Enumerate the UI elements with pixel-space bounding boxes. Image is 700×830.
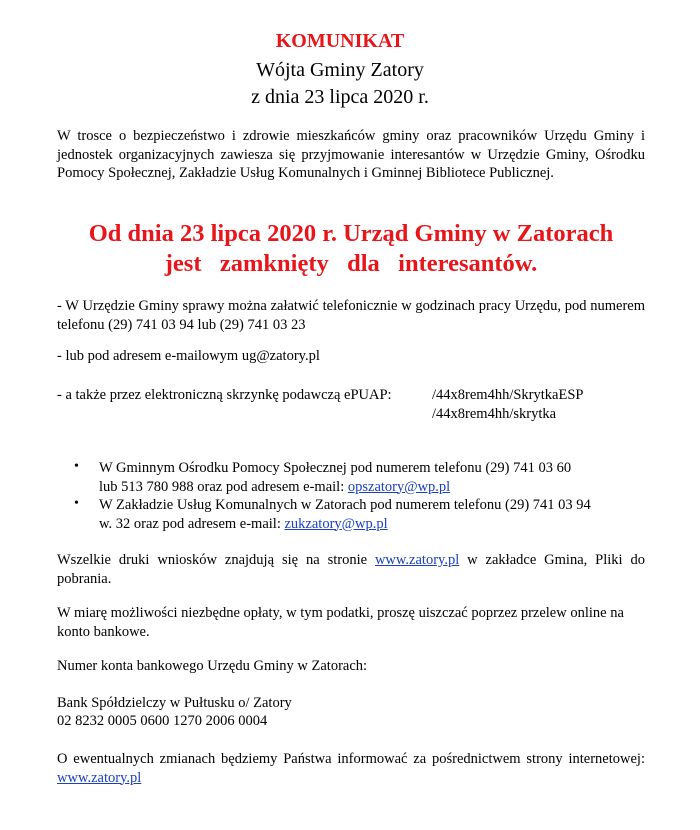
forms-prefix: Wszelkie druki wniosków znajdują się na stronie — [57, 552, 375, 568]
epuap-paragraph: - a także przez elektroniczną skrzynkę podawczą ePUAP: — [57, 387, 392, 403]
bullet-line — [99, 515, 649, 534]
bank-name: Bank Spółdzielczy w Pułtusku o/ Zatory — [57, 695, 292, 711]
intro-paragraph: W trosce o bezpieczeństwo i zdrowie mieszkańców gminy oraz pracowników Urzędu Gminy i jednostek organizacyjnych zawiesza się przyjmowanie interesantów w Urzędzie Gminy, Ośrodku Pomocy Społecznej, Zakładzie Usług Komunalnych i Gminnej Bibliotece Publicznej. — [57, 128, 645, 181]
forms-paragraph — [57, 551, 645, 588]
email-contact-paragraph: - lub pod adresem e-mailowym ug@zatory.pl — [57, 348, 320, 364]
headline-line-1: Od dnia 23 lipca 2020 r. Urząd Gminy w Zatorach — [88, 220, 614, 247]
bullet-icon: • — [74, 459, 79, 474]
website-link-footer[interactable]: www.zatory.pl — [57, 769, 142, 786]
epuap-box-1: /44x8rem4hh/SkrytkaESP — [432, 387, 584, 403]
headline-line-2: jest zamknięty dla interesantów. — [164, 250, 538, 277]
bullet-line — [99, 478, 649, 497]
bullet-icon: • — [74, 496, 79, 511]
announcement-issuer: Wójta Gminy Zatory — [256, 59, 424, 81]
bullet-line-prefix: lub 513 780 988 oraz pod adresem e-mail: — [99, 478, 348, 495]
email-link-gops[interactable]: opszatory@wp.pl — [347, 478, 451, 495]
footer-paragraph — [57, 750, 645, 787]
epuap-box-2: /44x8rem4hh/skrytka — [432, 406, 557, 422]
phone-contact-paragraph: - W Urzędzie Gminy sprawy można załatwić telefonicznie w godzinach pracy Urzędu, pod numerem telefonu (29) 741 03 94 lub (29) 741 03 23 — [57, 298, 645, 333]
bullet-item-zuk — [99, 496, 649, 533]
announcement-date: z dnia 23 lipca 2020 r. — [251, 86, 429, 108]
bullet-item-gops — [99, 459, 649, 496]
payments-paragraph: W miarę możliwości niezbędne opłaty, w tym podatki, proszę uiszczać poprzez przelew online na konto bankowe. — [57, 605, 624, 640]
bullet-line-prefix: w. 32 oraz pod adresem e-mail: — [99, 515, 285, 532]
footer-prefix: O ewentualnych zmianach będziemy Państwa informować za pośrednictwem strony internetowej: — [57, 751, 645, 767]
announcement-title: KOMUNIKAT — [275, 30, 405, 52]
email-link-zuk[interactable]: zukzatory@wp.pl — [284, 515, 388, 532]
bullet-line: W Zakładzie Usług Komunalnych w Zatorach pod numerem telefonu (29) 741 03 94 — [99, 497, 591, 513]
account-number: 02 8232 0005 0600 1270 2006 0004 — [57, 713, 268, 729]
bullet-line: W Gminnym Ośrodku Pomocy Społecznej pod numerem telefonu (29) 741 03 60 — [99, 460, 572, 476]
website-link-forms[interactable]: www.zatory.pl — [374, 552, 460, 568]
account-label: Numer konta bankowego Urzędu Gminy w Zatorach: — [57, 658, 368, 674]
forms-suffix: w zakładce Gmina, Pliki do pobrania. — [57, 552, 645, 587]
